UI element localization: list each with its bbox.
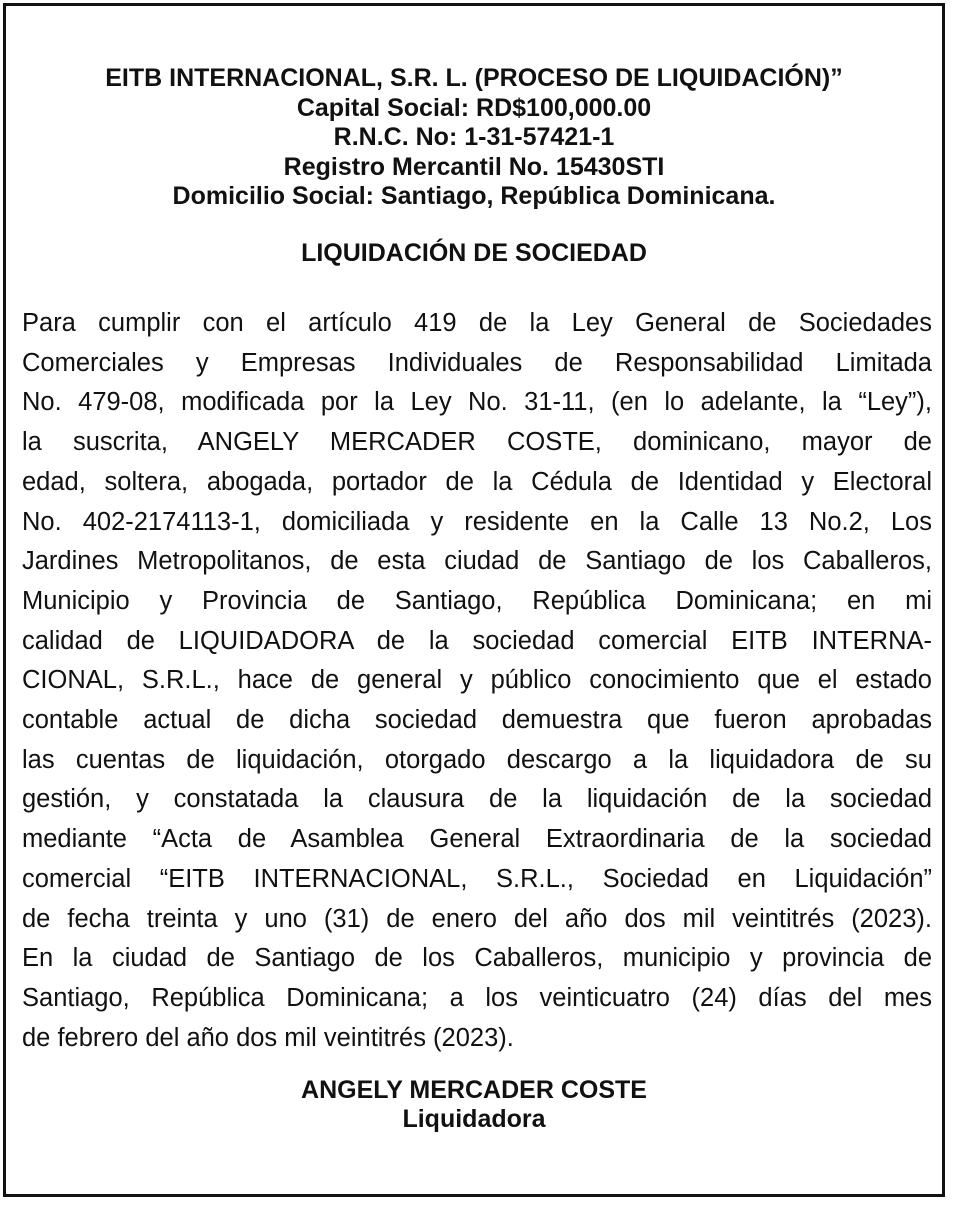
body-line: contable actual de dicha sociedad demuestra que fueron aprobadas <box>22 706 932 735</box>
body-line: No. 479-08, modificada por la Ley No. 31-11, (en lo adelante, la “Ley”), <box>22 388 932 417</box>
signatory-name: ANGELY MERCADER COSTE <box>301 1076 647 1104</box>
notice-body <box>22 304 932 1058</box>
body-line: Comerciales y Empresas Individuales de Responsabilidad Limitada <box>22 348 932 377</box>
body-line: calidad de LIQUIDADORA de la sociedad comercial EITB INTERNA- <box>22 626 932 655</box>
body-line: CIONAL, S.R.L., hace de general y público conocimiento que el estado <box>22 666 932 695</box>
body-line: de febrero del año dos mil veintitrés (2023). <box>22 1023 514 1052</box>
legal-notice <box>3 3 945 1197</box>
body-line: Jardines Metropolitanos, de esta ciudad de Santiago de los Caballeros, <box>22 547 932 576</box>
section-title: LIQUIDACIÓN DE SOCIEDAD <box>301 239 647 267</box>
body-line: la suscrita, ANGELY MERCADER COSTE, dominicano, mayor de <box>22 428 932 457</box>
body-line: de fecha treinta y uno (31) de enero del año dos mil veintitrés (2023). <box>22 904 932 933</box>
body-line: Para cumplir con el artículo 419 de la Ley General de Sociedades <box>22 309 932 337</box>
signature-block <box>6 1076 942 1134</box>
signatory-role: Liquidadora <box>402 1105 546 1133</box>
body-line: mediante “Acta de Asamblea General Extraordinaria de la sociedad <box>22 825 932 854</box>
body-line: las cuentas de liquidación, otorgado descargo a la liquidadora de su <box>22 745 932 774</box>
domicilio-social: Domicilio Social: Santiago, República Dominicana. <box>172 182 776 210</box>
rnc-number: R.N.C. No: 1-31-57421-1 <box>333 123 615 151</box>
notice-header <box>6 64 942 212</box>
body-line: edad, soltera, abogada, portador de la Cédula de Identidad y Electoral <box>22 467 932 496</box>
registro-mercantil: Registro Mercantil No. 15430STI <box>283 152 665 181</box>
company-name: EITB INTERNACIONAL, S.R. L. (PROCESO DE LIQUIDACIÓN)” <box>105 64 843 92</box>
body-line: Municipio y Provincia de Santiago, República Dominicana; en mi <box>22 586 932 615</box>
body-line: En la ciudad de Santiago de los Caballeros, municipio y provincia de <box>22 944 932 973</box>
body-line: No. 402-2174113-1, domiciliada y residente en la Calle 13 No.2, Los <box>22 507 932 536</box>
capital-social: Capital Social: RD$100,000.00 <box>296 93 652 122</box>
body-line: comercial “EITB INTERNACIONAL, S.R.L., Sociedad en Liquidación” <box>22 864 932 893</box>
body-line: gestión, y constatada la clausura de la liquidación de la sociedad <box>22 785 932 814</box>
body-line: Santiago, República Dominicana; a los veinticuatro (24) días del mes <box>22 983 932 1012</box>
